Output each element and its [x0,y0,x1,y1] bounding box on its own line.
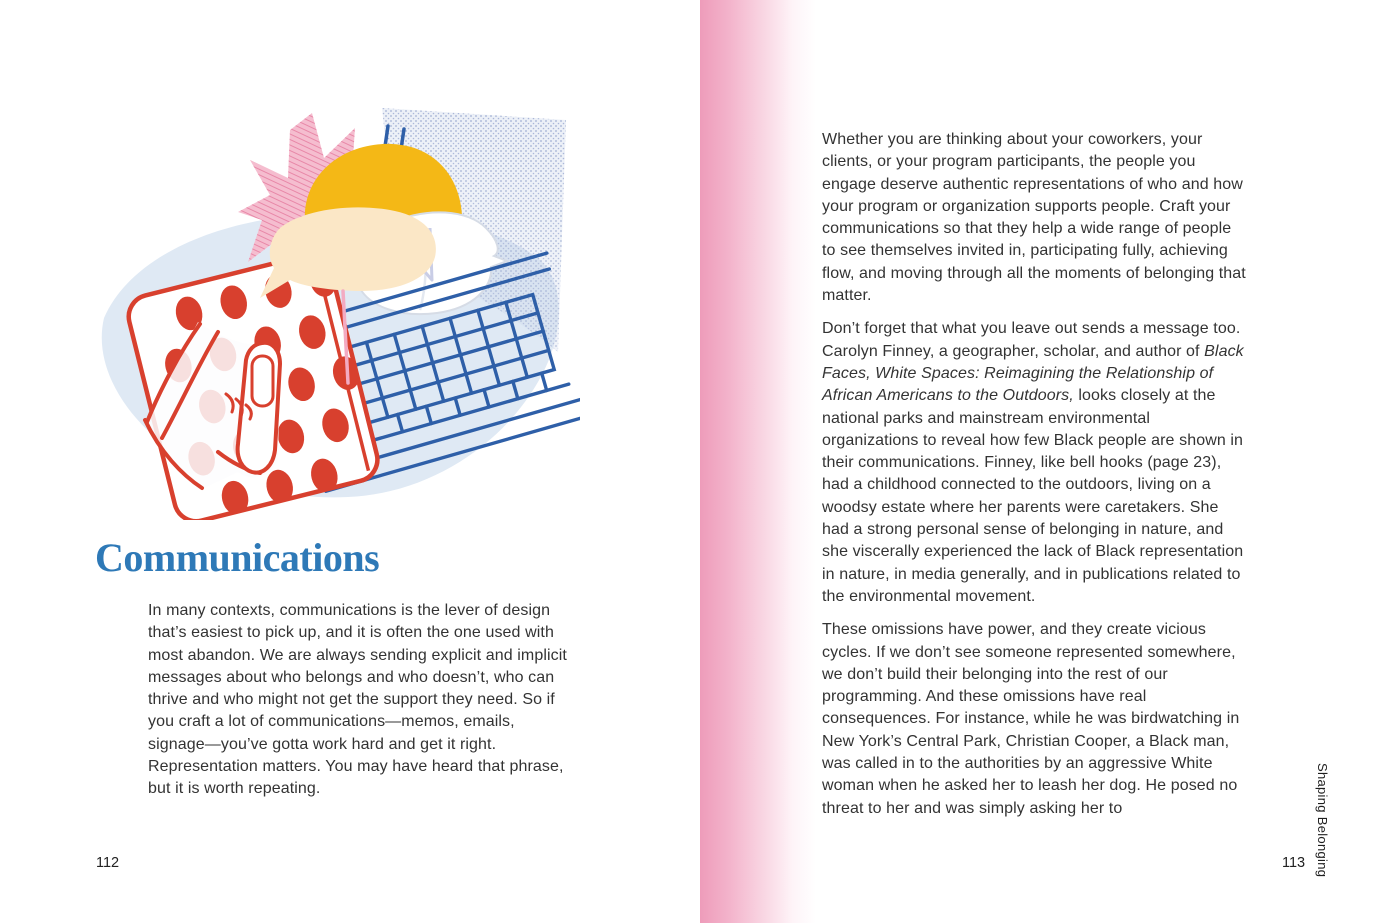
page-number-left: 112 [96,855,120,871]
spine-title: Shaping Belonging [1315,763,1330,878]
paragraph: Whether you are thinking about your coworkers, your clients, or your program participants, the people you engage deserve authentic representations of who and how your program or organization supports people. Craft your communications so that they help a wide range of people to see themselves invited in, participating fully, achieving flow, and moving through all the moments of belonging that matter. [822,131,1246,305]
thumb-nail [252,356,273,406]
paragraph: These omissions have power, and they create vicious cycles. If we don’t see someone represented somewhere, we don’t build their belonging into the rest of our programming. And these omissions have real consequences. For instance, while he was birdwatching in New York’s Central Park, Christian Cooper, a Black man, was called in to the authorities by an aggressive White woman when he asked her to leash her dog. He posed no threat to her and was simply asking her to [822,621,1240,817]
left-page-paragraph: In many contexts, communications is the lever of design that’s easiest to pick up, and it is often the one used with most abandon. We are always sending explicit and implicit messages about who belongs and who doesn’t, who can thrive and who might not get the support they need. So if you craft a lot of communications—memos, emails, signage—you’ve gotta work hard and get it right. Representation matters. You may have heard that phrase, but it is worth repeating. [148,602,567,798]
page-number-right: 113 [1282,855,1306,871]
paragraph: Don’t forget that what you leave out sends a message too. Carolyn Finney, a geographer, scholar, and author of Black Faces, White Spaces: Reimagining the Relationship of African Americans to the Outdoors, looks closely at the national parks and mainstream environmental organizations to reveal how few Black people are shown in their communications. Finney, like bell hooks (page 23), had a childhood connected to the outdoors, living on a woodsy estate where her parents were caretakers. She had a strong personal sense of belonging in nature, and she viscerally experienced the lack of Black representation in nature, in media generally, and in publications related to the environmental movement. [822,320,1244,605]
gutter-gradient-stripe [700,0,816,923]
chapter-heading: Communications [95,535,380,580]
right-page-paragraphs [822,129,1248,831]
communications-illustration [100,100,580,520]
